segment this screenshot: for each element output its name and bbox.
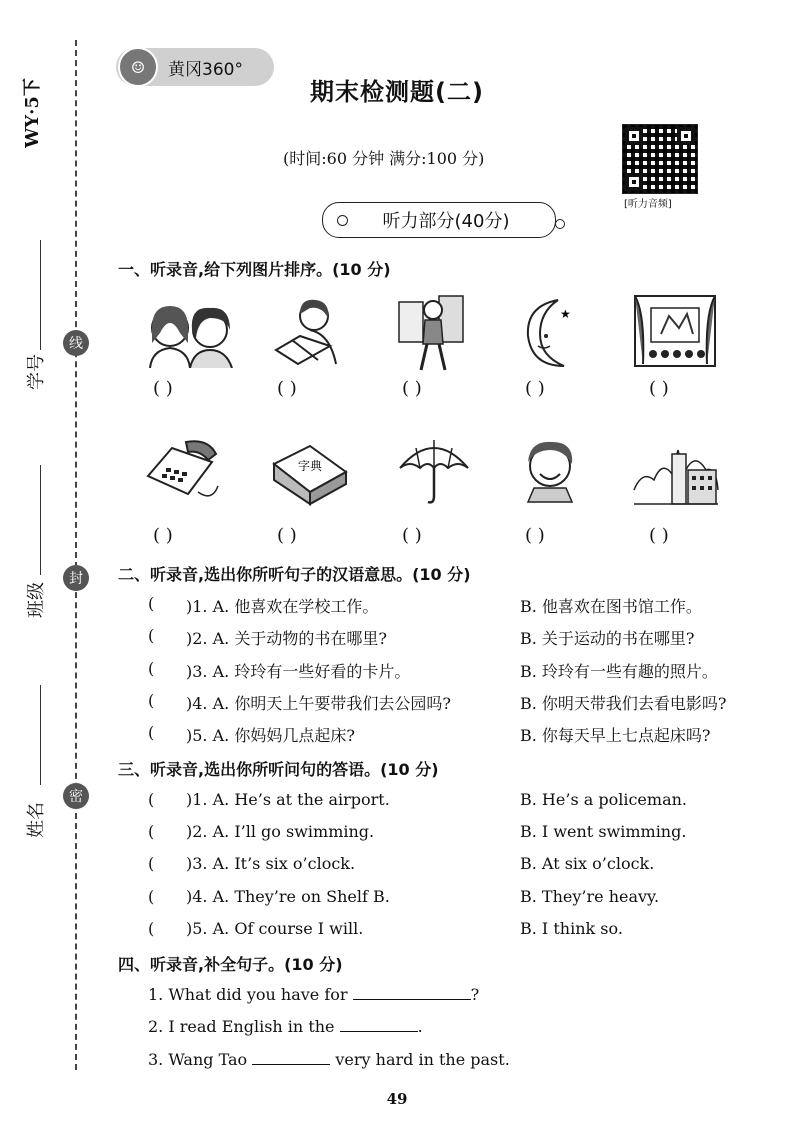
sentence-start: 1. What did you have for — [148, 985, 348, 1004]
answer-paren[interactable]: ( ) — [402, 378, 422, 399]
answer-paren[interactable]: ( ) — [153, 378, 173, 399]
sentence-end: ? — [470, 985, 480, 1004]
svg-text:★: ★ — [560, 307, 571, 321]
dictionary-icon — [270, 440, 350, 506]
girl-writing-icon — [270, 294, 350, 368]
seal-mark-line: 线 — [63, 330, 89, 356]
option-a: )3. A. 玲玲有一些好看的卡片。 — [186, 662, 411, 681]
dictionary-label: 字典 — [298, 459, 323, 473]
answer-open-paren[interactable]: ( — [148, 691, 155, 710]
name-label: 姓名 — [26, 802, 47, 838]
class-label: 班级 — [26, 582, 47, 618]
option-b: B. They’re heavy. — [520, 887, 660, 906]
answer-blank[interactable] — [252, 1050, 330, 1065]
option-a: )4. A. They’re on Shelf B. — [186, 887, 390, 906]
listening-banner — [322, 202, 556, 238]
binding-dashed-line — [75, 40, 77, 1070]
option-a: )2. A. 关于动物的书在哪里? — [186, 629, 387, 648]
answer-open-paren[interactable]: ( — [148, 887, 155, 906]
page-title: 期末检测题(二) — [310, 78, 484, 106]
smiling-girl-icon — [516, 436, 586, 504]
moon-icon — [520, 296, 580, 370]
option-a: )3. A. It’s six o’clock. — [186, 854, 356, 873]
option-b: B. 你明天带我们去看电影吗? — [520, 694, 727, 713]
answer-paren[interactable]: ( ) — [525, 378, 545, 399]
sentence-end: very hard in the past. — [335, 1050, 510, 1069]
answer-paren[interactable]: ( ) — [402, 525, 422, 546]
umbrella-icon — [396, 434, 472, 506]
option-a: )5. A. 你妈妈几点起床? — [186, 726, 355, 745]
answer-open-paren[interactable]: ( — [148, 659, 155, 678]
page-number: 49 — [386, 1090, 408, 1108]
option-b: B. I went swimming. — [520, 822, 687, 841]
kids-logo-icon: ☺ — [118, 47, 158, 87]
option-b: B. I think so. — [520, 919, 623, 938]
city-icon — [632, 430, 720, 508]
seal-mark-seal: 封 — [63, 565, 89, 591]
answer-blank[interactable] — [340, 1017, 418, 1032]
answer-open-paren[interactable]: ( — [148, 594, 155, 613]
answer-paren[interactable]: ( ) — [649, 525, 669, 546]
two-women-icon — [140, 298, 240, 368]
exam-info: (时间:60 分钟 满分:100 分) — [283, 149, 485, 168]
option-b: B. 关于运动的书在哪里? — [520, 629, 695, 648]
answer-open-paren[interactable]: ( — [148, 854, 155, 873]
section-3-heading: 三、听录音,选出你所听问句的答语。(10 分) — [118, 760, 439, 779]
qr-code-icon[interactable] — [622, 124, 698, 194]
student-id-label: 学号 — [26, 354, 47, 390]
id-underline — [40, 240, 41, 350]
sentence-start: 3. Wang Tao — [148, 1050, 248, 1069]
fill-sentence — [148, 1017, 423, 1036]
section-2-heading: 二、听录音,选出你所听句子的汉语意思。(10 分) — [118, 565, 471, 584]
answer-paren[interactable]: ( ) — [277, 378, 297, 399]
class-underline — [40, 465, 41, 575]
answer-open-paren[interactable]: ( — [148, 919, 155, 938]
series-code: WY·5下 — [22, 78, 43, 148]
option-a: )1. A. 他喜欢在学校工作。 — [186, 597, 379, 616]
sentence-end: . — [417, 1017, 423, 1036]
section-4-heading: 四、听录音,补全句子。(10 分) — [118, 955, 343, 974]
answer-open-paren[interactable]: ( — [148, 723, 155, 742]
answer-open-paren[interactable]: ( — [148, 822, 155, 841]
brand-text: 黄冈360° — [168, 59, 243, 80]
fill-sentence — [148, 985, 479, 1004]
answer-paren[interactable]: ( ) — [277, 525, 297, 546]
option-b: B. At six o’clock. — [520, 854, 655, 873]
answer-open-paren[interactable]: ( — [148, 790, 155, 809]
banner-text: 听力部分(40分) — [382, 211, 510, 232]
seal-mark-secret: 密 — [63, 783, 89, 809]
name-underline — [40, 685, 41, 785]
option-b: B. 他喜欢在图书馆工作。 — [520, 597, 702, 616]
option-b: B. 玲玲有一些有趣的照片。 — [520, 662, 718, 681]
qr-label: [听力音频] — [624, 199, 672, 210]
cinema-icon — [633, 294, 717, 368]
telephone-icon — [142, 436, 222, 502]
option-b: B. 你每天早上七点起床吗? — [520, 726, 711, 745]
option-b: B. He’s a policeman. — [520, 790, 687, 809]
answer-paren[interactable]: ( ) — [649, 378, 669, 399]
option-a: )5. A. Of course I will. — [186, 919, 364, 938]
answer-paren[interactable]: ( ) — [525, 525, 545, 546]
answer-open-paren[interactable]: ( — [148, 626, 155, 645]
sentence-start: 2. I read English in the — [148, 1017, 335, 1036]
boy-walking-icon — [395, 288, 467, 374]
option-a: )4. A. 你明天上午要带我们去公园吗? — [186, 694, 451, 713]
option-a: )1. A. He’s at the airport. — [186, 790, 390, 809]
fill-sentence — [148, 1050, 510, 1069]
answer-blank[interactable] — [353, 985, 471, 1000]
option-a: )2. A. I’ll go swimming. — [186, 822, 375, 841]
answer-paren[interactable]: ( ) — [153, 525, 173, 546]
section-1-heading: 一、听录音,给下列图片排序。(10 分) — [118, 260, 391, 279]
